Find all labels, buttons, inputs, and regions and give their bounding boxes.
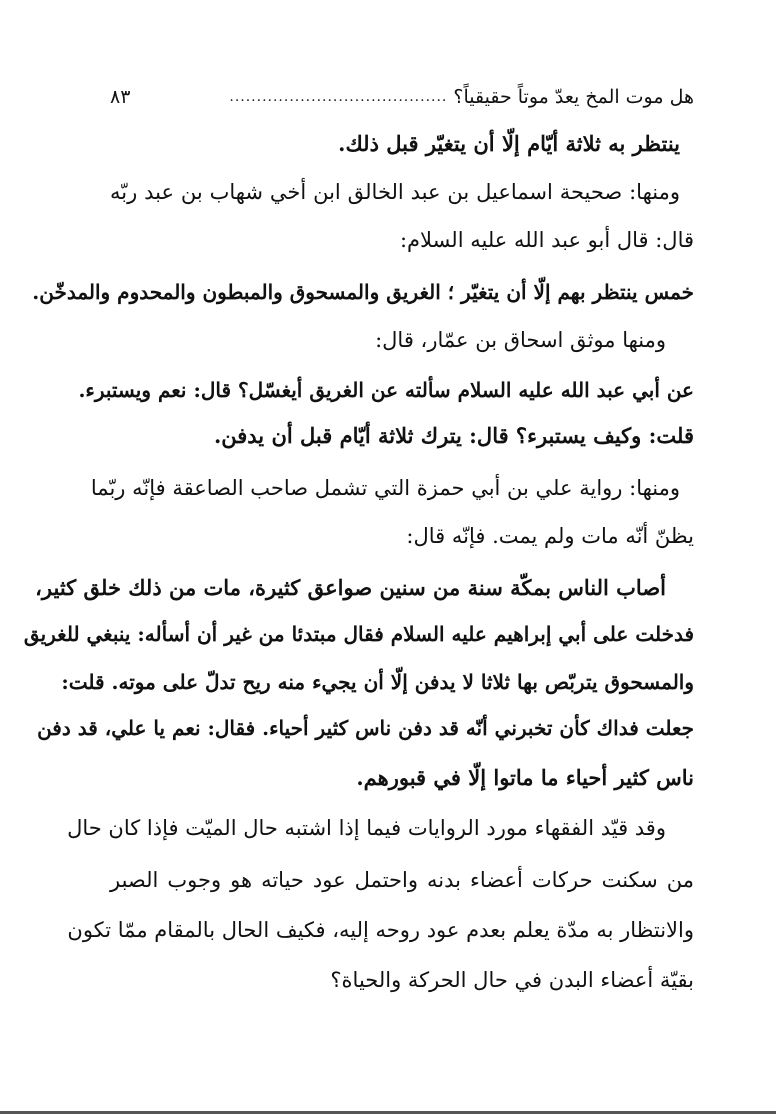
text-line-4: خمس ينتظر بهم إلّا أن يتغيّر ؛ الغريق والمسحوق والمبطون والمحدوم والمدخّن.	[32, 280, 694, 304]
page-header	[110, 80, 694, 114]
page-number: ٨٣	[110, 86, 131, 108]
text-line-1: ينتظر به ثلاثة أيّام إلّا أن يتغيّر قبل ذلك.	[338, 131, 680, 156]
text-line-16: من سكنت حركات أعضاء بدنه واحتمل عود حياته هو وجوب الصبر	[110, 868, 694, 892]
text-line-8: ومنها: رواية علي بن أبي حمزة التي تشمل صاحب الصاعقة فإنّه ربّما	[90, 476, 680, 500]
text-line-3: قال: قال أبو عبد الله عليه السلام:	[399, 228, 694, 252]
text-line-18: بقيّة أعضاء البدن في حال الحركة والحياة؟	[330, 968, 694, 992]
text-line-5: ومنها موثق اسحاق بن عمّار، قال:	[375, 328, 666, 352]
text-line-7: قلت: وكيف يستبرء؟ قال: يترك ثلاثة أيّام قبل أن يدفن.	[213, 423, 694, 448]
text-line-6: عن أبي عبد الله عليه السلام سألته عن الغريق أيغسّل؟ قال: نعم ويستبرء.	[78, 378, 694, 402]
text-line-13: جعلت فداك كأن تخبرني أنّه قد دفن ناس كثير أحياء. فقال: نعم يا علي، قد دفن	[37, 716, 694, 740]
text-line-10: أصاب الناس بمكّة سنة من سنين صواعق كثيرة، مات من ذلك خلق كثير،	[35, 575, 666, 600]
text-line-17: والانتظار به مدّة يعلم بعدم عود روحه إليه، فكيف الحال بالمقام ممّا تكون	[67, 918, 694, 942]
running-title: هل موت المخ يعدّ موتاً حقيقياً؟	[453, 86, 694, 108]
text-line-12: والمسحوق يتربّص بها ثلاثا لا يدفن إلّا أن يجيء منه ريح تدلّ على موته. قلت:	[61, 670, 694, 694]
text-line-9: يظنّ أنّه مات ولم يمت. فإنّه قال:	[406, 524, 694, 548]
leader-dots: ........................................	[229, 89, 448, 105]
text-line-15: وقد قيّد الفقهاء مورد الروايات فيما إذا اشتبه حال الميّت فإذا كان حال	[67, 816, 666, 840]
text-line-14: ناس كثير أحياء ما ماتوا إلّا في قبورهم.	[356, 765, 694, 790]
text-line-11: فدخلت على أبي إبراهيم عليه السلام فقال مبتدئا من غير أن أسأله: ينبغي للغريق	[23, 622, 694, 646]
text-line-2: ومنها: صحيحة اسماعيل بن عبد الخالق ابن أخي شهاب بن عبد ربّه	[110, 180, 680, 204]
